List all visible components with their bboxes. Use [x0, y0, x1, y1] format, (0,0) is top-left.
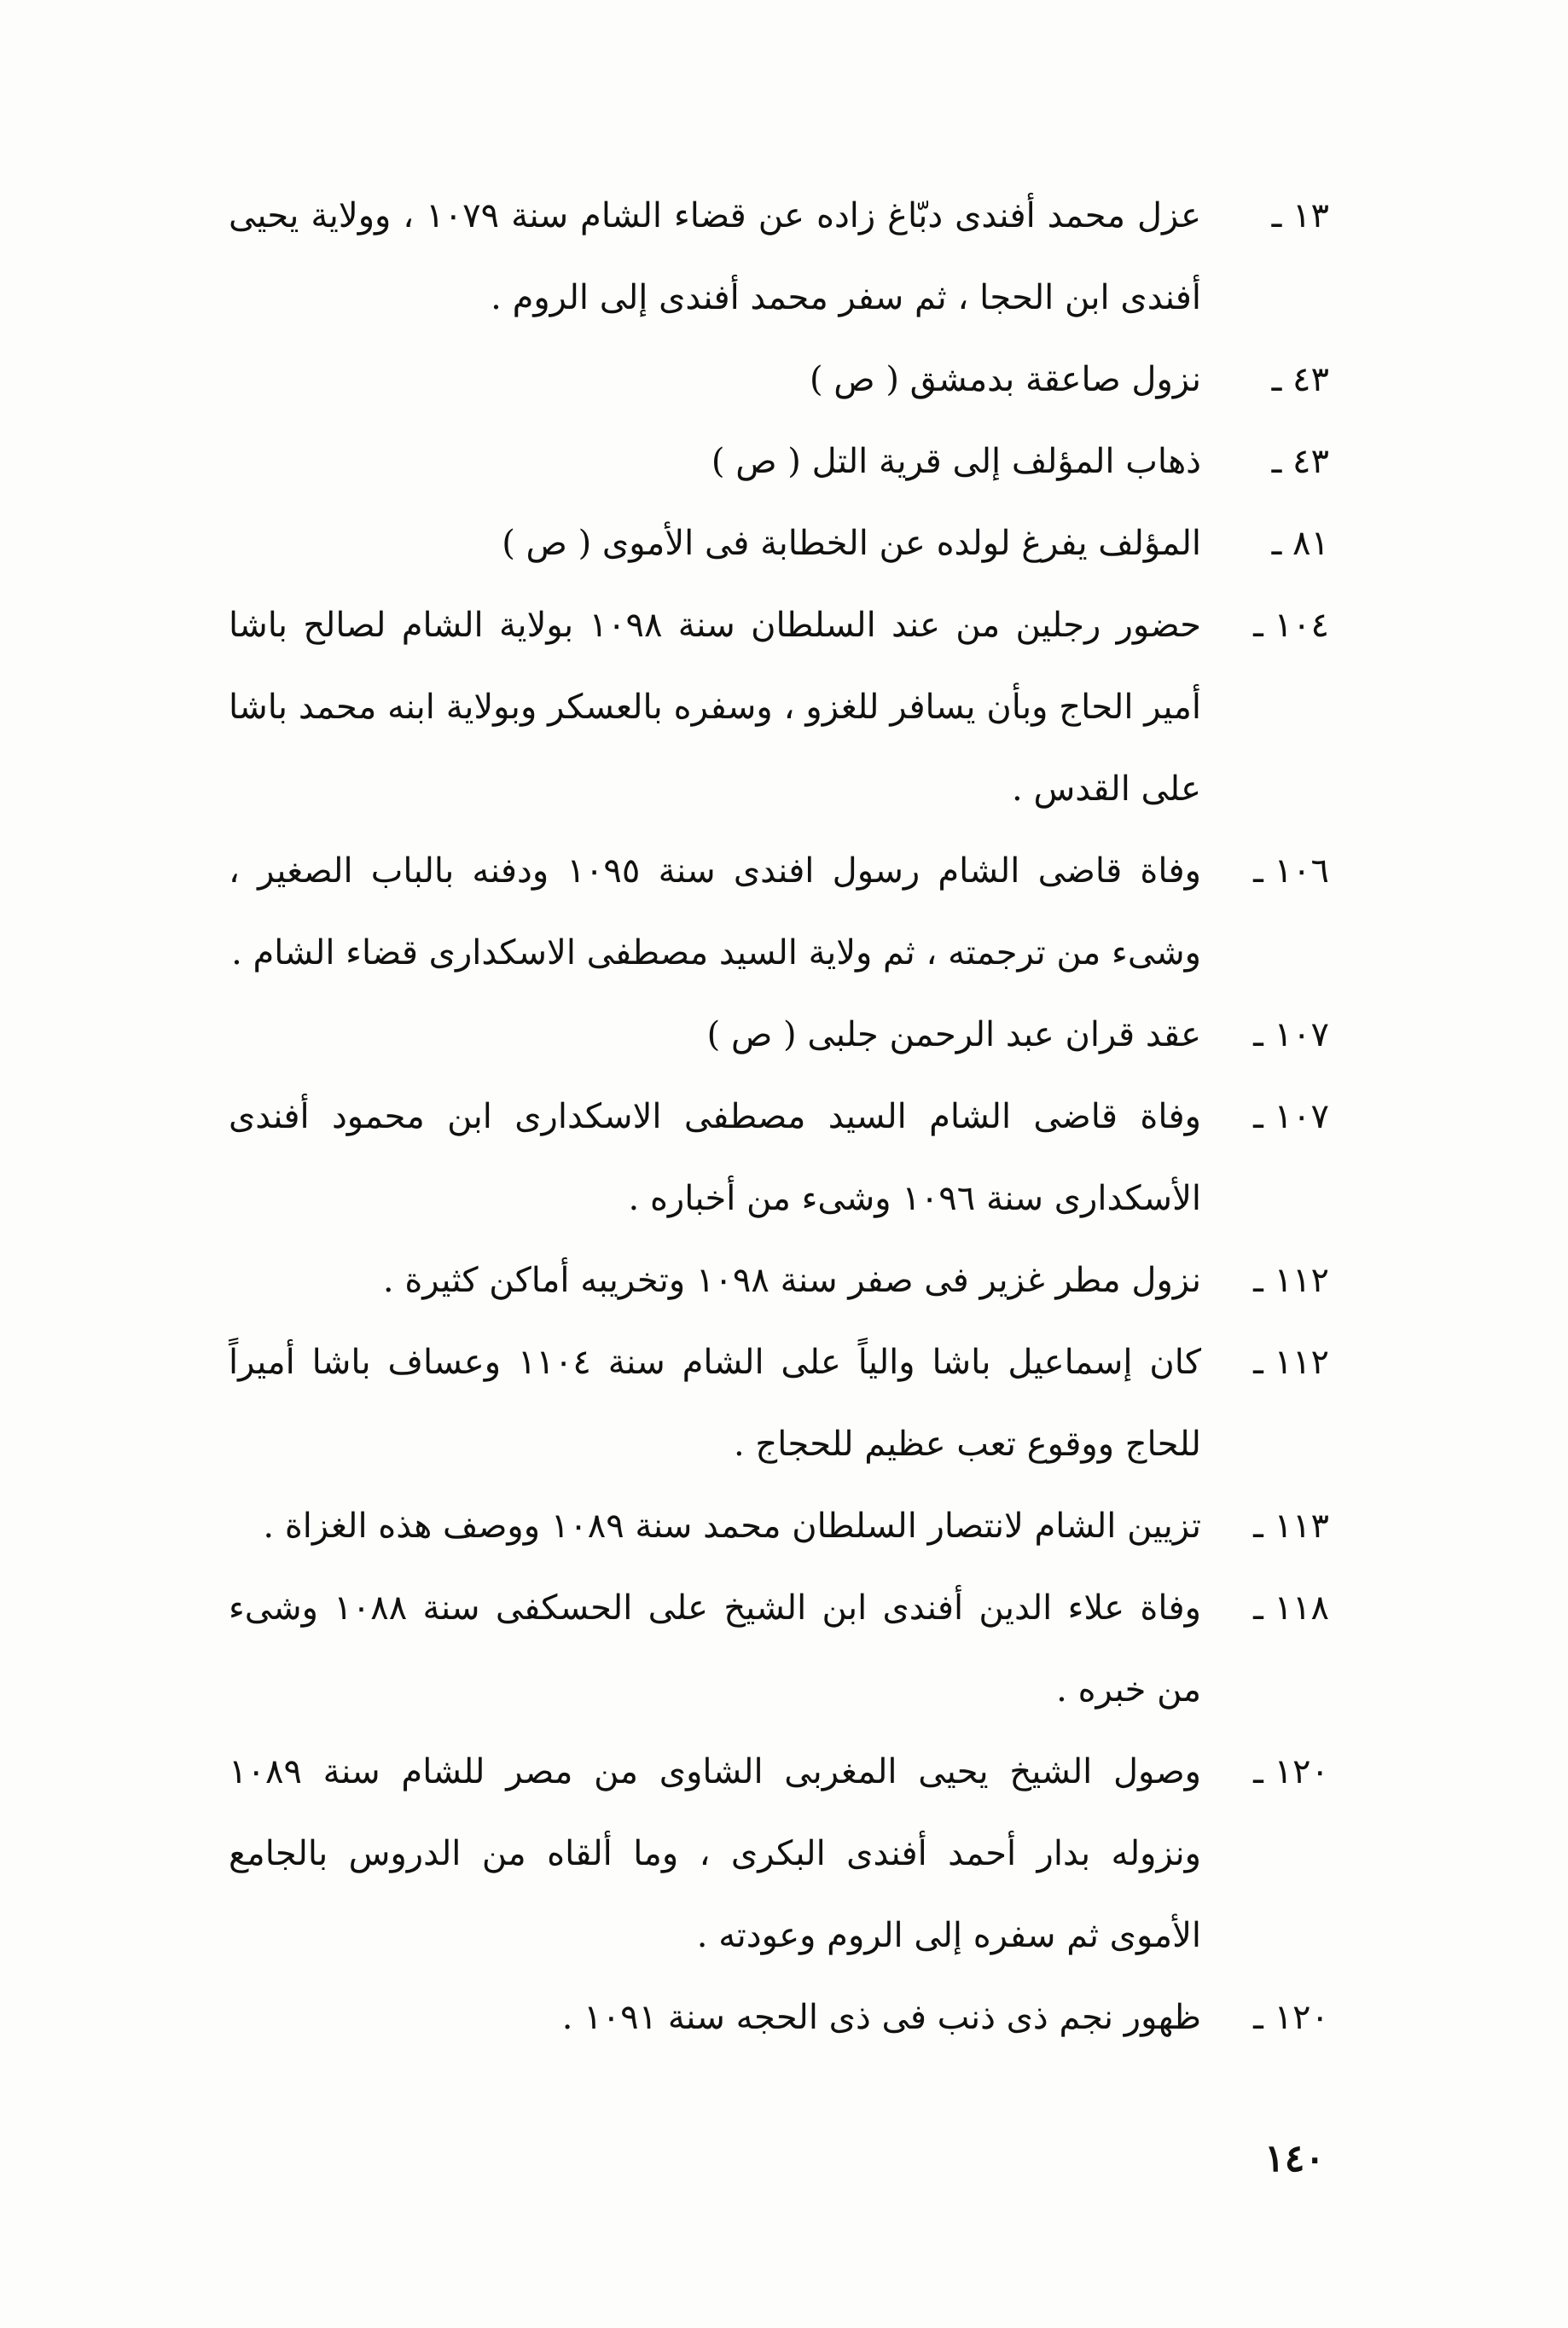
index-entry	[229, 1567, 1329, 1731]
index-entry	[229, 1076, 1329, 1239]
entry-text: عزل محمد أفندى دبّاغ زاده عن قضاء الشام سنة ١٠٧٩ ، وولاية يحيى أفندى ابن الحجا ، ثم سفر محمد أفندى إلى الروم .	[229, 196, 1201, 317]
index-entry	[229, 421, 1329, 502]
entry-text: ذهاب المؤلف إلى قرية التل ( ص )	[711, 442, 1201, 481]
entry-page-ref: ١١٣ ـ	[1253, 1507, 1329, 1546]
entry-page-ref: ١٠٦ ـ	[1253, 851, 1329, 891]
index-entry	[229, 584, 1329, 830]
index-entry	[229, 1977, 1329, 2058]
entry-text: نزول صاعقة بدمشق ( ص )	[809, 360, 1201, 399]
entry-page-ref: ١٠٤ ـ	[1253, 606, 1329, 645]
entry-text: وفاة قاضى الشام السيد مصطفى الاسكدارى ابن محمود أفندى الأسكدارى سنة ١٠٩٦ وشىء من أخباره .	[229, 1097, 1201, 1218]
index-entry	[229, 1239, 1329, 1321]
index-entry	[229, 339, 1329, 421]
entry-page-ref: ١٣ ـ	[1271, 196, 1329, 235]
index-entry	[229, 994, 1329, 1076]
entry-page-ref: ١٢٠ ـ	[1253, 1998, 1329, 2037]
entry-text: ظهور نجم ذى ذنب فى ذى الحجه سنة ١٠٩١ .	[561, 1998, 1201, 2037]
entry-page-ref: ١٠٧ ـ	[1253, 1097, 1329, 1136]
entry-text: كان إسماعيل باشا والياً على الشام سنة ١١٠٤ وعساف باشا أميراً للحاج ووقوع تعب عظيم للحجاج .	[229, 1343, 1201, 1464]
entry-text: عقد قران عبد الرحمن جلبى ( ص )	[706, 1015, 1201, 1054]
entry-text: وفاة قاضى الشام رسول افندى سنة ١٠٩٥ ودفنه بالباب الصغير ، وشىء من ترجمته ، ثم ولاية السيد مصطفى الاسكدارى قضاء الشام .	[229, 851, 1201, 972]
index-entry	[229, 502, 1329, 584]
entry-text: تزيين الشام لانتصار السلطان محمد سنة ١٠٨٩ ووصف هذه الغزاة .	[263, 1507, 1201, 1546]
index-entry	[229, 1731, 1329, 1977]
index-entry	[229, 175, 1329, 339]
entry-page-ref: ١١٢ ـ	[1253, 1261, 1329, 1300]
entry-text: وصول الشيخ يحيى المغربى الشاوى من مصر للشام سنة ١٠٨٩ ونزوله بدار أحمد أفندى البكرى ، وما ألقاه من الدروس بالجامع الأموى ثم سفره إلى الروم وعودته .	[229, 1752, 1201, 1955]
entry-page-ref: ١١٢ ـ	[1253, 1343, 1329, 1382]
entry-page-ref: ٤٣ ـ	[1271, 442, 1329, 481]
entry-page-ref: ١٠٧ ـ	[1253, 1015, 1329, 1054]
page-number: ١٤٠	[1264, 2137, 1325, 2180]
entry-page-ref: ١٢٠ ـ	[1253, 1752, 1329, 1791]
entry-page-ref: ٤٣ ـ	[1271, 360, 1329, 399]
entry-text: المؤلف يفرغ لولده عن الخطابة فى الأموى ( ص )	[502, 524, 1201, 563]
entry-text: حضور رجلين من عند السلطان سنة ١٠٩٨ بولاية الشام لصالح باشا أمير الحاج وبأن يسافر للغزو ، وسفره بالعسكر وبولاية ابنه محمد باشا على القدس .	[229, 606, 1201, 809]
index-entry	[229, 1485, 1329, 1567]
entry-page-ref: ٨١ ـ	[1271, 524, 1329, 563]
entry-page-ref: ١١٨ ـ	[1253, 1588, 1329, 1628]
entry-text: وفاة علاء الدين أفندى ابن الشيخ على الحسكفى سنة ١٠٨٨ وشىء من خبره .	[229, 1588, 1201, 1710]
entry-text: نزول مطر غزير فى صفر سنة ١٠٩٨ وتخريبه أماكن كثيرة .	[382, 1261, 1201, 1300]
index-entry	[229, 1321, 1329, 1485]
index-entry	[229, 830, 1329, 994]
index-entry-list	[229, 175, 1329, 2058]
